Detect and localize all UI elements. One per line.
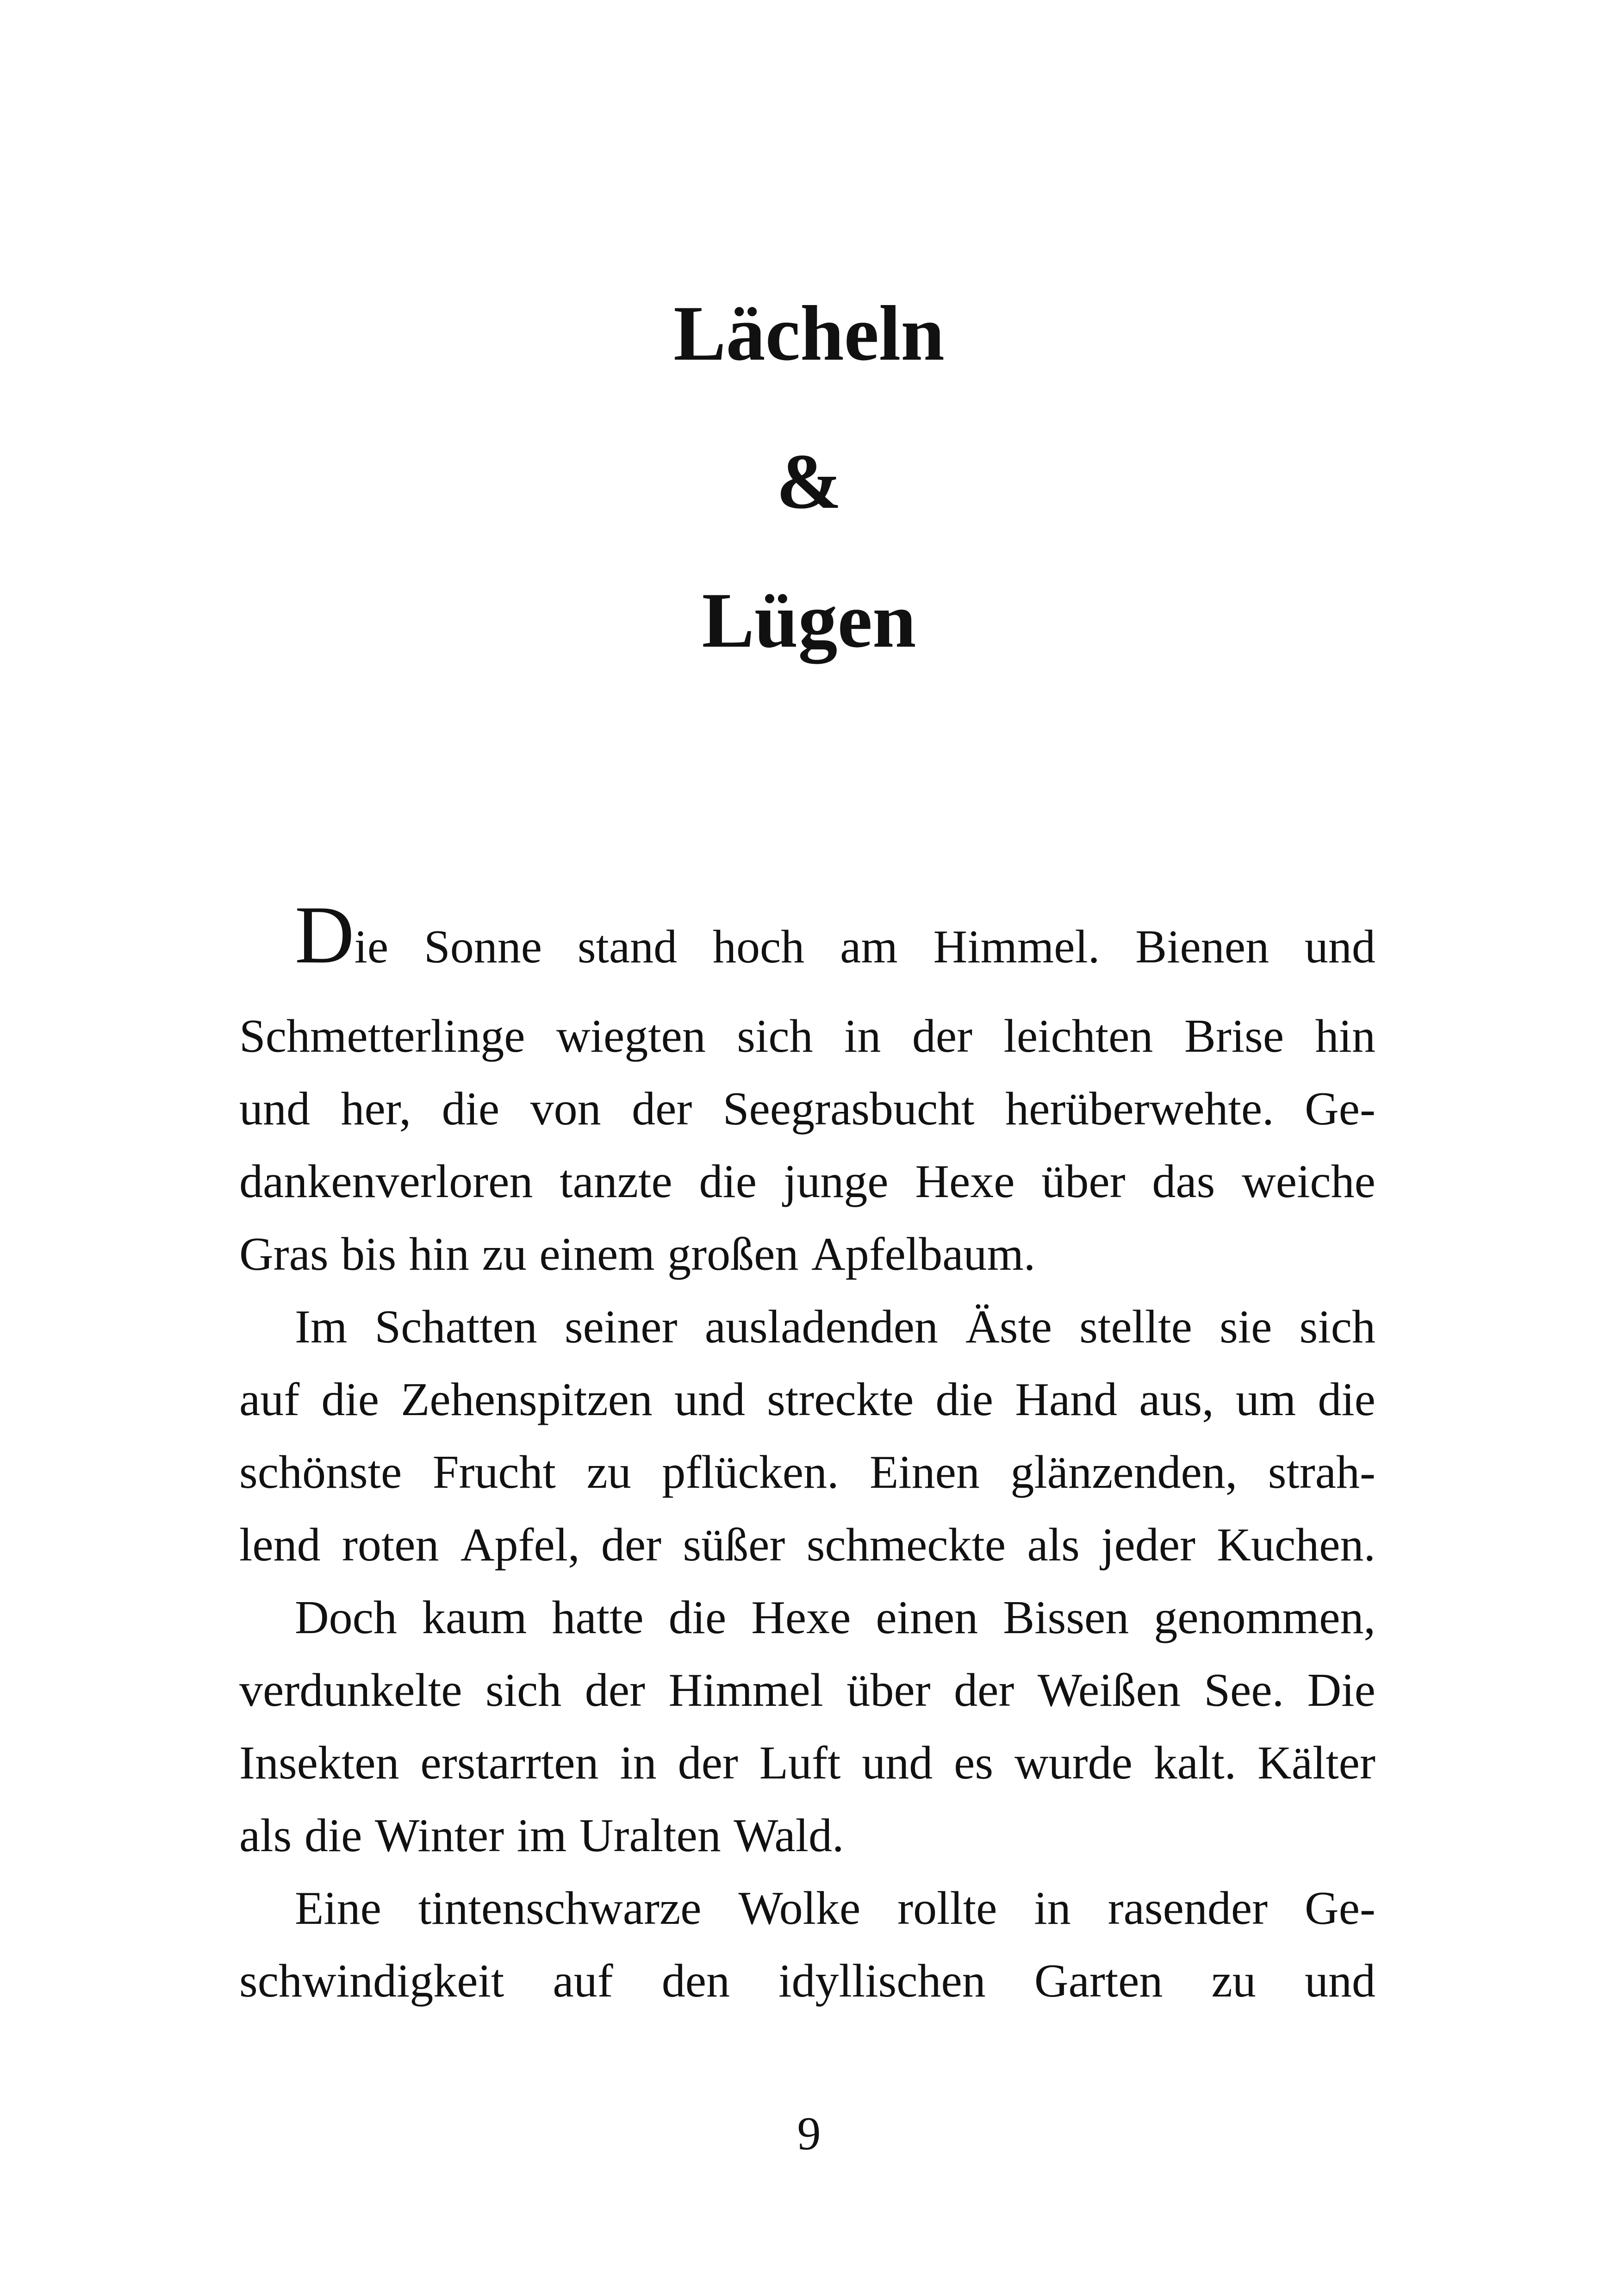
word: Winter — [375, 1809, 504, 1862]
word: und — [862, 1737, 933, 1789]
word: hoch — [712, 921, 805, 973]
word: jeder — [1101, 1519, 1195, 1571]
word: die — [442, 1083, 500, 1135]
word: der — [632, 1083, 692, 1135]
word: tintenschwarze — [418, 1882, 702, 1934]
word: sich — [1299, 1301, 1375, 1353]
word: die — [321, 1373, 379, 1426]
word: zu — [1211, 1955, 1256, 2007]
word: es — [954, 1737, 994, 1789]
page-number: 9 — [797, 2108, 821, 2160]
word: pflücken. — [662, 1446, 839, 1498]
word: kaum — [422, 1591, 527, 1644]
word: See. — [1204, 1664, 1284, 1716]
word: Ge- — [1305, 1083, 1375, 1135]
word: am — [840, 921, 898, 973]
word: tanzte — [560, 1155, 672, 1208]
text-line — [239, 1436, 1375, 1509]
word: den — [661, 1955, 730, 2007]
text-line — [239, 1799, 1375, 1872]
word: hatte — [552, 1591, 644, 1644]
word: Bissen — [1003, 1591, 1129, 1644]
word: weiche — [1242, 1155, 1375, 1208]
word: der — [954, 1664, 1014, 1716]
word: Ge- — [1305, 1882, 1375, 1934]
word: schwindigkeit — [239, 1955, 504, 2007]
word: aus, — [1139, 1373, 1214, 1426]
text-line — [239, 1218, 1375, 1291]
word: in — [844, 1010, 881, 1062]
drop-cap: D — [295, 889, 355, 980]
word: Hexe — [915, 1155, 1015, 1208]
word: roten — [342, 1519, 439, 1571]
word: die — [1318, 1373, 1375, 1426]
text-line — [239, 1291, 1375, 1363]
word: im — [517, 1809, 567, 1862]
word: Eine — [295, 1882, 381, 1934]
word: der — [601, 1519, 662, 1571]
word: Wald. — [734, 1809, 844, 1862]
text-line — [239, 1509, 1375, 1581]
word: einem — [539, 1228, 655, 1280]
text-line — [239, 889, 1375, 986]
text-line — [239, 1581, 1375, 1654]
word: genommen, — [1154, 1591, 1375, 1644]
word: schmeckte — [806, 1519, 1006, 1571]
word: Himmel — [668, 1664, 823, 1716]
word: Einen — [869, 1446, 980, 1498]
word: lend — [239, 1519, 321, 1571]
word: Garten — [1034, 1955, 1163, 2007]
word: Himmel. — [933, 921, 1100, 973]
word: stellte — [1079, 1301, 1192, 1353]
chapter-title-line-1: Lächeln — [673, 290, 945, 377]
word: Kuchen. — [1217, 1519, 1375, 1571]
word: Die — [1307, 1664, 1375, 1716]
word: Insekten — [239, 1737, 399, 1789]
word: Luft — [759, 1737, 841, 1789]
word: über — [846, 1664, 931, 1716]
word: Kälter — [1257, 1737, 1375, 1789]
word: von — [530, 1083, 601, 1135]
word: Schatten — [374, 1301, 537, 1353]
word: auf — [553, 1955, 613, 2007]
word: wurde — [1014, 1737, 1133, 1789]
word: hin — [1315, 1010, 1375, 1062]
word: der — [912, 1010, 973, 1062]
word: die — [699, 1155, 757, 1208]
word: und — [1304, 1955, 1375, 2007]
word: und — [674, 1373, 746, 1426]
word: und — [1304, 921, 1375, 973]
text-line — [239, 1654, 1375, 1727]
word: Hexe — [751, 1591, 851, 1644]
word: die — [668, 1591, 727, 1644]
word: Frucht — [432, 1446, 556, 1498]
word: süßer — [683, 1519, 785, 1571]
word: rollte — [897, 1882, 997, 1934]
word: als — [239, 1809, 292, 1862]
word: um — [1235, 1373, 1296, 1426]
word: schönste — [239, 1446, 402, 1498]
word: über — [1041, 1155, 1126, 1208]
word: Uralten — [579, 1809, 721, 1862]
word: Seegrasbucht — [722, 1083, 975, 1135]
word: in — [620, 1737, 657, 1789]
word: seiner — [564, 1301, 678, 1353]
drop-cap-rest: ie — [354, 921, 389, 973]
word: wiegten — [556, 1010, 706, 1062]
word: einen — [876, 1591, 978, 1644]
word: sich — [737, 1010, 813, 1062]
word: als — [1027, 1519, 1080, 1571]
word: verdunkelte — [239, 1664, 462, 1716]
word: der — [585, 1664, 646, 1716]
word: idyllischen — [778, 1955, 986, 2007]
word: Brise — [1184, 1010, 1284, 1062]
word: sich — [485, 1664, 562, 1716]
text-line — [239, 1363, 1375, 1436]
word: Zehenspitzen — [401, 1373, 653, 1426]
word: leichten — [1003, 1010, 1153, 1062]
word: und — [239, 1083, 310, 1135]
chapter-title-line-3: Lügen — [702, 577, 916, 664]
word: die — [304, 1809, 362, 1862]
word: rasender — [1108, 1882, 1268, 1934]
word: Apfelbaum. — [811, 1228, 1036, 1280]
word: Hand — [1015, 1373, 1118, 1426]
word: kalt. — [1153, 1737, 1237, 1789]
text-line — [239, 1872, 1375, 1945]
word: das — [1152, 1155, 1215, 1208]
word: junge — [783, 1155, 889, 1208]
word: Sonne — [424, 921, 542, 973]
text-line — [239, 1145, 1375, 1218]
word: zu — [482, 1228, 527, 1280]
word: ausladenden — [704, 1301, 938, 1353]
word: großen — [667, 1228, 799, 1280]
word: Im — [295, 1301, 348, 1353]
word: Äste — [965, 1301, 1052, 1353]
chapter-title-ampersand: & — [776, 438, 842, 525]
word: Schmetterlinge — [239, 1010, 525, 1062]
word: Weißen — [1037, 1664, 1181, 1716]
word: glänzenden, — [1010, 1446, 1238, 1498]
text-line — [239, 1727, 1375, 1799]
word: zu — [586, 1446, 631, 1498]
word: her, — [341, 1083, 411, 1135]
word: dankenverloren — [239, 1155, 533, 1208]
word: erstarrten — [420, 1737, 599, 1789]
word: herüberwehte. — [1005, 1083, 1274, 1135]
word: Bienen — [1135, 921, 1270, 973]
text-line — [239, 1073, 1375, 1145]
word: streckte — [767, 1373, 914, 1426]
word: Wolke — [738, 1882, 861, 1934]
word: bis — [341, 1228, 397, 1280]
word: strah- — [1268, 1446, 1375, 1498]
word: hin — [409, 1228, 470, 1280]
word: Gras — [239, 1228, 329, 1280]
word: sie — [1220, 1301, 1272, 1353]
text-line — [239, 1000, 1375, 1073]
word: Apfel, — [460, 1519, 580, 1571]
word: stand — [577, 921, 678, 973]
word: die — [935, 1373, 994, 1426]
word: der — [678, 1737, 738, 1789]
text-line — [239, 1945, 1375, 2017]
word: Doch — [295, 1591, 397, 1644]
word: auf — [239, 1373, 300, 1426]
body-text — [239, 889, 1375, 2017]
word: in — [1034, 1882, 1071, 1934]
drop-cap-word — [239, 889, 389, 993]
